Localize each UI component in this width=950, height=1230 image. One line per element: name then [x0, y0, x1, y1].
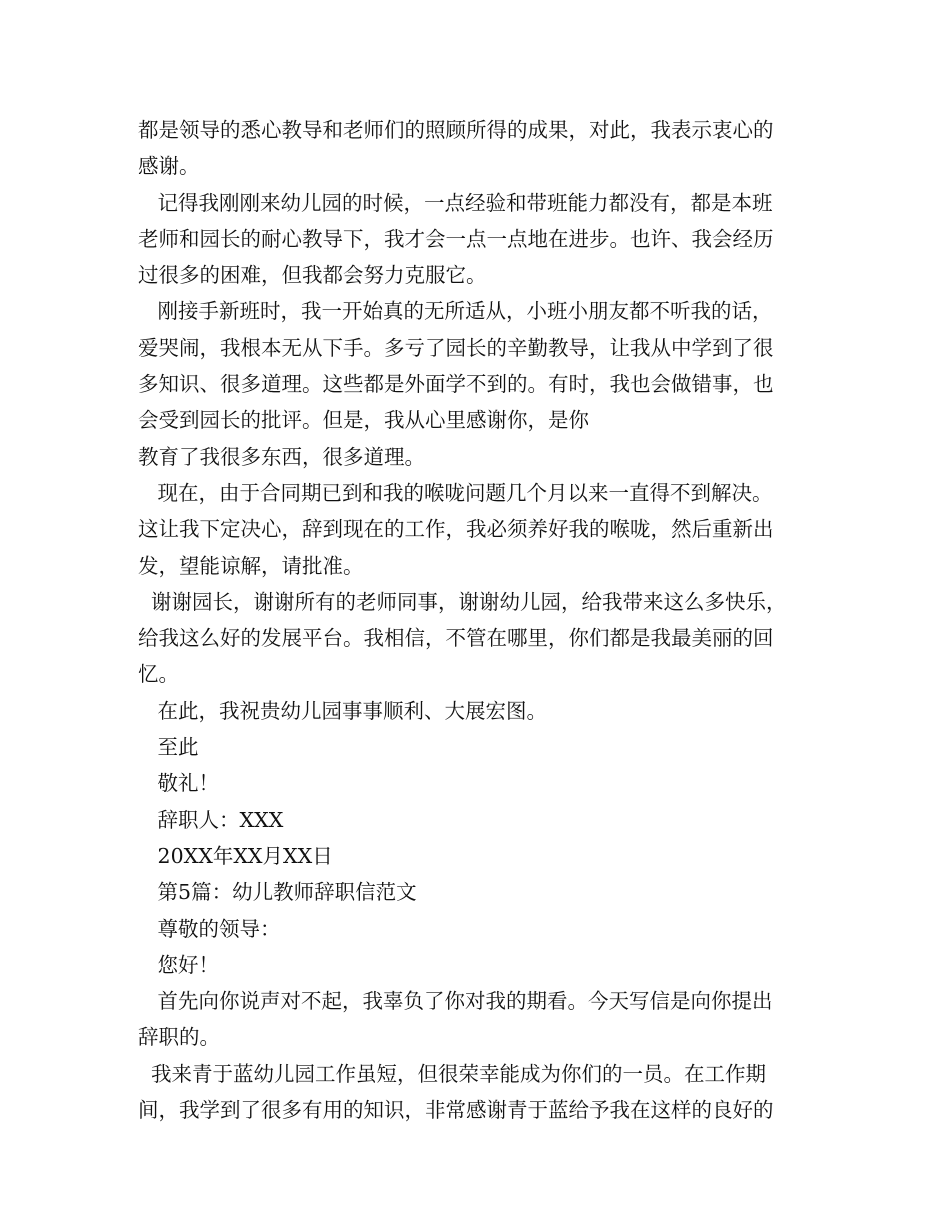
text-line: 我来青于蓝幼儿园工作虽短，但很荣幸能成为你们的一员。在工作期 — [138, 1061, 767, 1086]
text-line: 间，我学到了很多有用的知识，非常感谢青于蓝给予我在这样的良好的 — [138, 1098, 774, 1123]
text-line: 记得我刚刚来幼儿园的时候，一点经验和带班能力都没有，都是本班 — [138, 190, 773, 215]
text-line: 发，望能谅解，请批准。 — [138, 553, 364, 578]
text-line: 都是领导的悉心教导和老师们的照顾所得的成果，对此，我表示衷心的 — [138, 118, 774, 142]
text-line: 尊敬的领导： — [138, 916, 281, 941]
document-body — [138, 112, 828, 1128]
text-line: 至此 — [138, 735, 199, 760]
text-line: 敬礼！ — [138, 771, 220, 796]
text-line: 这让我下定决心，辞到现在的工作，我必须养好我的喉咙，然后重新出 — [138, 517, 774, 542]
text-line: 现在，由于合同期已到和我的喉咙问题几个月以来一直得不到解决。 — [138, 480, 773, 505]
text-line: 会受到园长的批评。但是，我从心里感谢你，是你 — [138, 408, 589, 433]
text-line: 过很多的困难，但我都会努力克服它。 — [138, 263, 487, 288]
text-line: 忆。 — [138, 662, 179, 687]
text-line: 辞职的。 — [138, 1025, 220, 1050]
text-line: 20XX年XX月XX日 — [138, 843, 333, 868]
text-line: 感谢。 — [138, 154, 200, 179]
text-line: 爱哭闹，我根本无从下手。多亏了园长的辛勤教导，让我从中学到了很 — [138, 335, 774, 360]
text-line: 您好！ — [138, 952, 220, 977]
text-line: 谢谢园长，谢谢所有的老师同事，谢谢幼儿园，给我带来这么多快乐， — [138, 589, 787, 614]
text-line: 老师和园长的耐心教导下，我才会一点一点地在进步。也许、我会经历 — [138, 226, 774, 251]
text-line: 第5篇：幼儿教师辞职信范文 — [138, 880, 417, 905]
text-line: 在此，我祝贵幼儿园事事顺利、大展宏图。 — [138, 698, 548, 723]
text-line: 多知识、很多道理。这些都是外面学不到的。有时，我也会做错事，也 — [138, 372, 774, 397]
text-line: 教育了我很多东西，很多道理。 — [138, 444, 425, 469]
text-line: 首先向你说声对不起，我辜负了你对我的期看。今天写信是向你提出 — [138, 989, 773, 1014]
text-line: 给我这么好的发展平台。我相信，不管在哪里，你们都是我最美丽的回 — [138, 626, 774, 651]
text-line: 辞职人：XXX — [138, 807, 284, 832]
text-line: 刚接手新班时，我一开始真的无所适从，小班小朋友都不听我的话， — [138, 299, 773, 324]
